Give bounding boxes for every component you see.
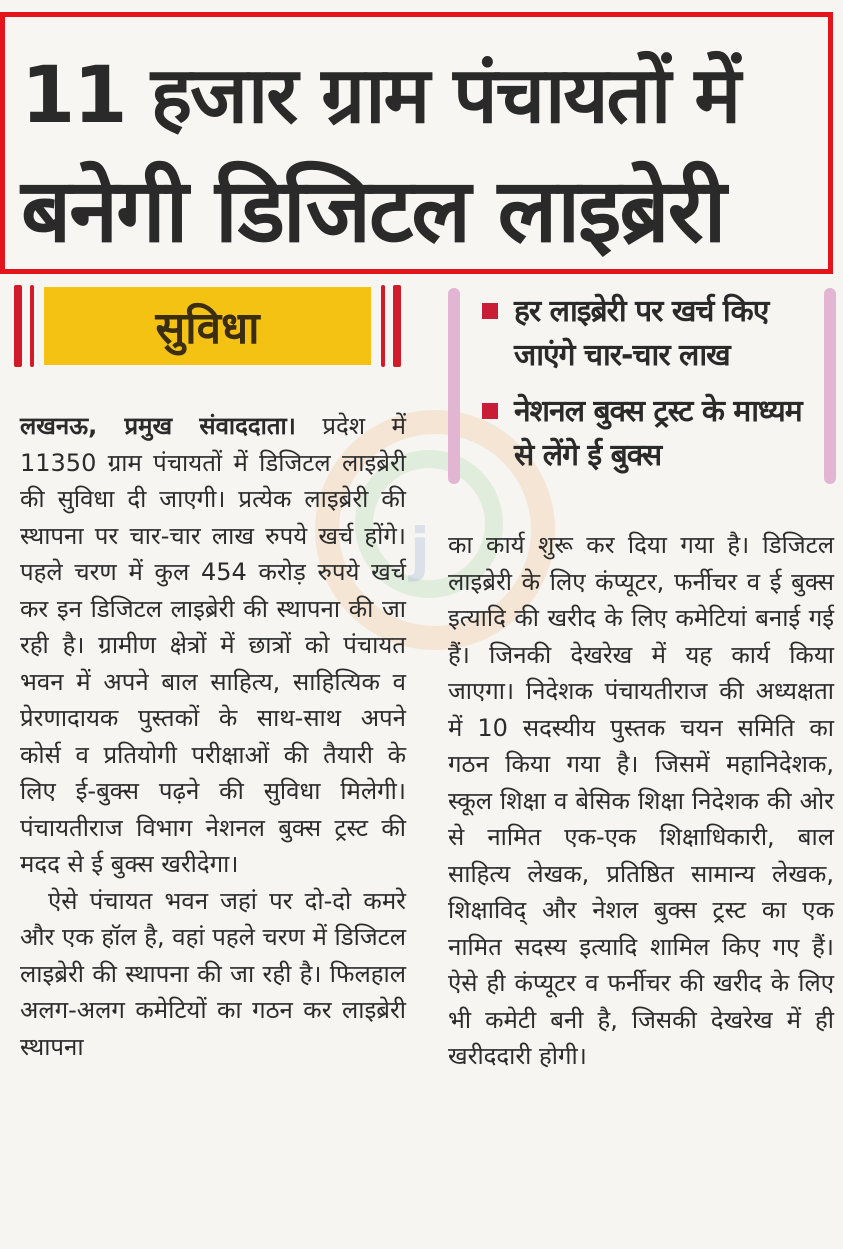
section-badge-label-box [44,287,371,365]
highlight-text: नेशनल बुक्स ट्रस्ट के माध्यम से लेंगे ई बुक्स [514,394,802,473]
highlight-item [482,290,816,378]
badge-bar [14,285,22,367]
section-badge-label: सुविधा [155,303,260,354]
watermark-logo-icon: j [315,410,555,650]
highlight-bar [448,288,460,484]
article-column-left [20,408,406,1065]
article-column-right [448,527,834,1075]
headline-line-1: 11 हजार ग्राम पंचायतों में [21,51,739,141]
badge-bar [30,285,34,367]
highlight-text: हर लाइब्रेरी पर खर्च किए जाएंगे चार-चार लाख [514,294,769,373]
article-paragraph [20,408,406,883]
highlight-bar [824,288,836,484]
highlights-box [448,288,836,484]
article-paragraph: का कार्य शुरू कर दिया गया है। डिजिटल लाइब्रेरी के लिए कंप्यूटर, फर्नीचर व ई बुक्स इत्यादि की खरीद के लिए कमेटियां बनाई गई हैं। जिनकी देखरेख में यह कार्य किया जाएगा। निदेशक पंचायतीराज की अध्यक्षता में 10 सदस्यीय पुस्तक चयन समिति का गठन किया गया है। जिसमें महानिदेशक, स्कूल शिक्षा व बेसिक शिक्षा निदेशक की ओर से नामित एक-एक शिक्षाधिकारी, बाल साहित्य लेखक, प्रतिष्ठित सामान्य लेखक, शिक्षाविद् और नेशल बुक्स ट्रस्ट का एक नामित सदस्य इत्यादि शामिल किए गए हैं। ऐसे ही कंप्यूटर व फर्नीचर की खरीद के लिए भी कमेटी बनी है, जिसकी देखरेख में ही खरीददारी होगी। [448,531,834,1070]
headline-line-2: बनेगी डिजिटल लाइब्रेरी [21,159,725,262]
article-paragraph: ऐसे पंचायत भवन जहां पर दो-दो कमरे और एक हॉल है, वहां पहले चरण में डिजिटल लाइब्रेरी की स्थापना की जा रही है। फिलहाल अलग-अलग कमेटियों का गठन कर लाइब्रेरी स्थापना [20,886,406,1061]
square-bullet-icon [482,303,498,319]
byline: लखनऊ, प्रमुख संवाददाता। [20,412,296,440]
section-badge [10,285,405,367]
paragraph-1-text: प्रदेश में 11350 ग्राम पंचायतों में डिजिटल लाइब्रेरी की सुविधा दी जाएगी। प्रत्येक लाइब्रेरी की स्थापना पर चार-चार लाख रुपये खर्च होंगे। पहले चरण में कुल 454 करोड़ रुपये खर्च कर इन डिजिटल लाइब्रेरी की स्थापना की जा रही है। ग्रामीण क्षेत्रों में छात्रों को पंचायत भवन में अपने बाल साहित्य, साहित्यिक व प्रेरणादायक पुस्तकों के साथ-साथ अपने कोर्स व प्रतियोगी परीक्षाओं की तैयारी के लिए ई-बुक्स पढ़ने की सुविधा मिलेगी। पंचायतीराज विभाग नेशनल बुक्स ट्रस्ट की मदद से ई बुक्स खरीदेगा। [20,412,407,878]
highlight-item [482,390,816,478]
badge-bar [381,285,385,367]
badge-bar [393,285,401,367]
square-bullet-icon [482,403,498,419]
headline-box [0,12,833,274]
